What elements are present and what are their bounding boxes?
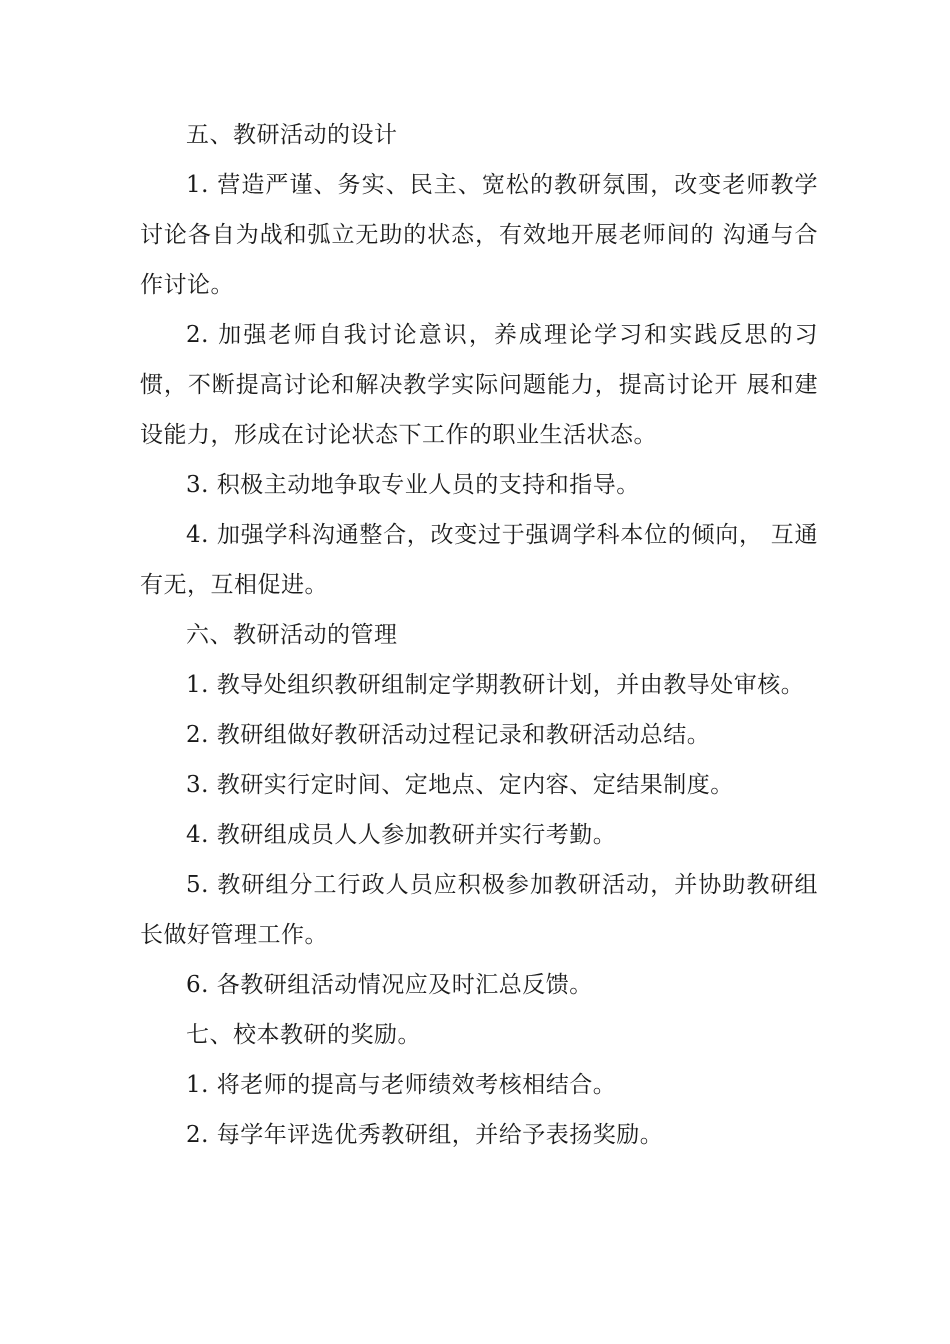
paragraph-6-3: 3. 教研实行定时间、定地点、定内容、定结果制度。	[186, 772, 734, 798]
section-heading-6: 六、教研活动的管理	[186, 622, 398, 648]
paragraph-6-5: 5. 教研组分工行政人员应积极参加教研活动，并协助教研组长做好管理工作。	[140, 872, 818, 948]
paragraph-6-1: 1. 教导处组织教研组制定学期教研计划，并由教导处审核。	[186, 672, 805, 698]
paragraph-5-1: 1. 营造严谨、务实、民主、宽松的教研氛围，改变老师教学讨论各自为战和弧立无助的状态，有效地开展老师间的 沟通与合作讨论。	[140, 172, 818, 298]
paragraph-5-3: 3. 积极主动地争取专业人员的支持和指导。	[186, 472, 640, 498]
paragraph-7-2: 2. 每学年评选优秀教研组，并给予表扬奖励。	[186, 1122, 664, 1148]
document-body	[140, 110, 818, 1160]
paragraph-5-2: 2. 加强老师自我讨论意识，养成理论学习和实践反思的习惯，不断提高讨论和解决教学实际问题能力，提高讨论开 展和建设能力，形成在讨论状态下工作的职业生活状态。	[140, 322, 818, 448]
section-heading-5: 五、教研活动的设计	[186, 122, 398, 148]
paragraph-6-2: 2. 教研组做好教研活动过程记录和教研活动总结。	[186, 722, 711, 748]
paragraph-5-4: 4. 加强学科沟通整合，改变过于强调学科本位的倾向， 互通有无，互相促进。	[140, 522, 818, 598]
paragraph-6-4: 4. 教研组成员人人参加教研并实行考勤。	[186, 822, 617, 848]
paragraph-7-1: 1. 将老师的提高与老师绩效考核相结合。	[186, 1072, 617, 1098]
paragraph-6-6: 6. 各教研组活动情况应及时汇总反馈。	[186, 972, 593, 998]
section-heading-7: 七、校本教研的奖励。	[186, 1022, 421, 1048]
